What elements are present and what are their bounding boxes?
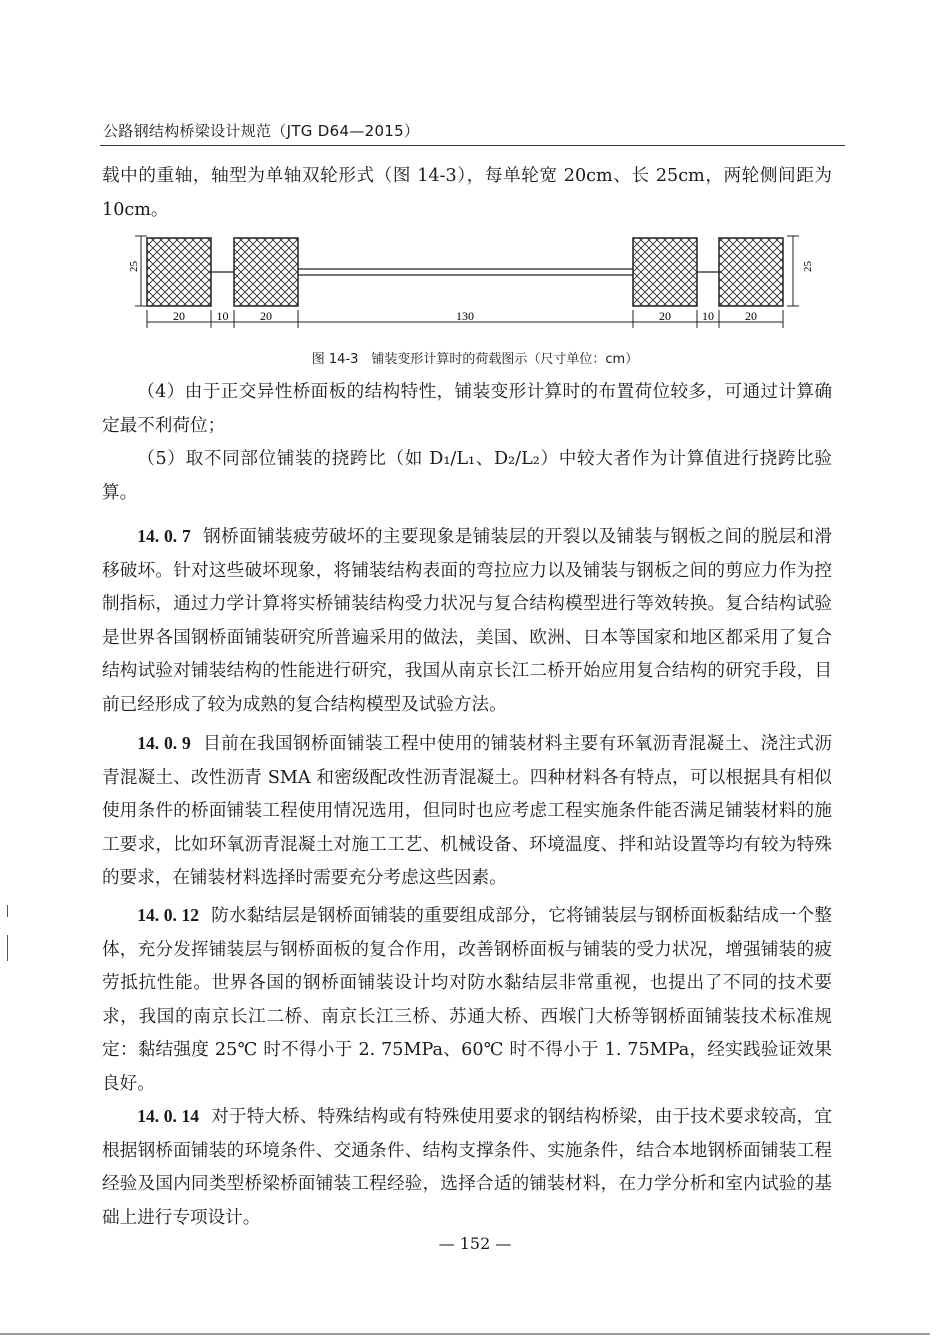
running-header: 公路钢结构桥梁设计规范（JTG D64—2015） xyxy=(103,122,420,140)
page-number: — 152 — xyxy=(438,1234,512,1253)
section-text: 对于特大桥、特殊结构或有特殊使用要求的钢结构桥梁，由于技术要求较高，宜根据钢桥面铺装的环境条件、交通条件、结构支撑条件、实施条件，结合本地钢桥面铺装工程经验及国内同类型桥梁桥面铺装工程经验，选择合适的铺装材料，在力学分析和室内试验的基础上进行专项设计。 xyxy=(102,1107,832,1228)
section-number: 14. 0. 7 xyxy=(137,526,191,546)
section-number: 14. 0. 12 xyxy=(137,905,200,925)
list-item-4: （4）由于正交异性桥面板的结构特性，铺装变形计算时的布置荷位较多，可通过计算确定最不利荷位； xyxy=(102,382,832,436)
dim-axle: 130 xyxy=(456,309,474,323)
intro-text: 载中的重轴，轴型为单轴双轮形式（图 14-3），每单轮宽 20cm、长 25cm，两轮侧间距为 10cm。 xyxy=(102,166,832,220)
load-diagram xyxy=(125,228,815,338)
wheel-1 xyxy=(147,238,211,306)
wheel-4 xyxy=(719,238,783,306)
section-14-0-9 xyxy=(102,727,832,896)
section-14-0-14 xyxy=(102,1100,832,1235)
header-rule xyxy=(100,145,845,146)
dim-right-height: 25 xyxy=(802,261,814,272)
dim-left-height: 25 xyxy=(128,261,140,272)
section-14-0-7 xyxy=(102,520,832,723)
wheel-3 xyxy=(633,238,697,306)
section-14-0-12 xyxy=(102,899,832,1102)
wheel-2 xyxy=(234,238,298,306)
dim-wheel-1: 20 xyxy=(173,309,185,323)
section-text: 目前在我国钢桥面铺装工程中使用的铺装材料主要有环氧沥青混凝土、浇注式沥青混凝土、改性沥青 SMA 和密级配改性沥青混凝土。四种材料各有特点，可以根据具有相似使用条件的桥面铺装工程使用情况选用，但同时也应考虑工程实施条件能否满足铺装材料的施工要求，比如环氧沥青混凝土对施工工艺、机械设备、环境温度、拌和站设置等均有较为特殊的要求，在铺装材料选择时需要充分考虑这些因素。 xyxy=(102,734,832,889)
dim-wheel-3: 20 xyxy=(659,309,671,323)
section-number: 14. 0. 14 xyxy=(137,1106,200,1126)
intro-paragraph xyxy=(102,160,832,227)
scan-edge-line xyxy=(0,1333,930,1335)
dim-wheel-4: 20 xyxy=(745,309,757,323)
dim-wheel-2: 20 xyxy=(260,309,272,323)
section-text: 防水黏结层是钢桥面铺装的重要组成部分，它将铺装层与钢桥面板黏结成一个整体，充分发挥铺装层与钢桥面板的复合作用，改善钢桥面板与铺装的受力状况，增强铺装的疲劳抵抗性能。世界各国的钢桥面铺装设计均对防水黏结层非常重视，也提出了不同的技术要求，我国的南京长江二桥、南京长江三桥、苏通大桥、西堠门大桥等钢桥面铺装技术标准规定：黏结强度 25℃ 时不得小于 2. 75MPa、60℃ 时不得小于 1. 75MPa，经实践验证效果良好。 xyxy=(102,906,832,1094)
section-number: 14. 0. 9 xyxy=(137,733,191,753)
list-items xyxy=(102,376,832,510)
dim-gap-1: 10 xyxy=(216,309,229,323)
list-item-5: （5）取不同部位铺装的挠跨比（如 D₁/L₁、D₂/L₂）中较大者作为计算值进行挠跨比验算。 xyxy=(102,449,832,503)
section-text: 钢桥面铺装疲劳破坏的主要现象是铺装层的开裂以及铺装与钢板之间的脱层和滑移破坏。针对这些破坏现象，将铺装结构表面的弯拉应力以及铺装与钢板之间的剪应力作为控制指标，通过力学计算将实桥铺装结构受力状况与复合结构模型进行等效转换。复合结构试验是世界各国钢桥面铺装研究所普遍采用的做法，美国、欧洲、日本等国家和地区都采用了复合结构试验对铺装结构的性能进行研究，我国从南京长江二桥开始应用复合结构的研究手段，目前已经形成了较为成熟的复合结构模型及试验方法。 xyxy=(102,527,832,715)
figure-caption: 图 14-3 铺装变形计算时的荷载图示（尺寸单位：cm） xyxy=(311,352,639,367)
scan-artifact xyxy=(7,935,8,961)
dim-gap-2: 10 xyxy=(702,309,714,323)
scan-artifact xyxy=(7,905,8,917)
